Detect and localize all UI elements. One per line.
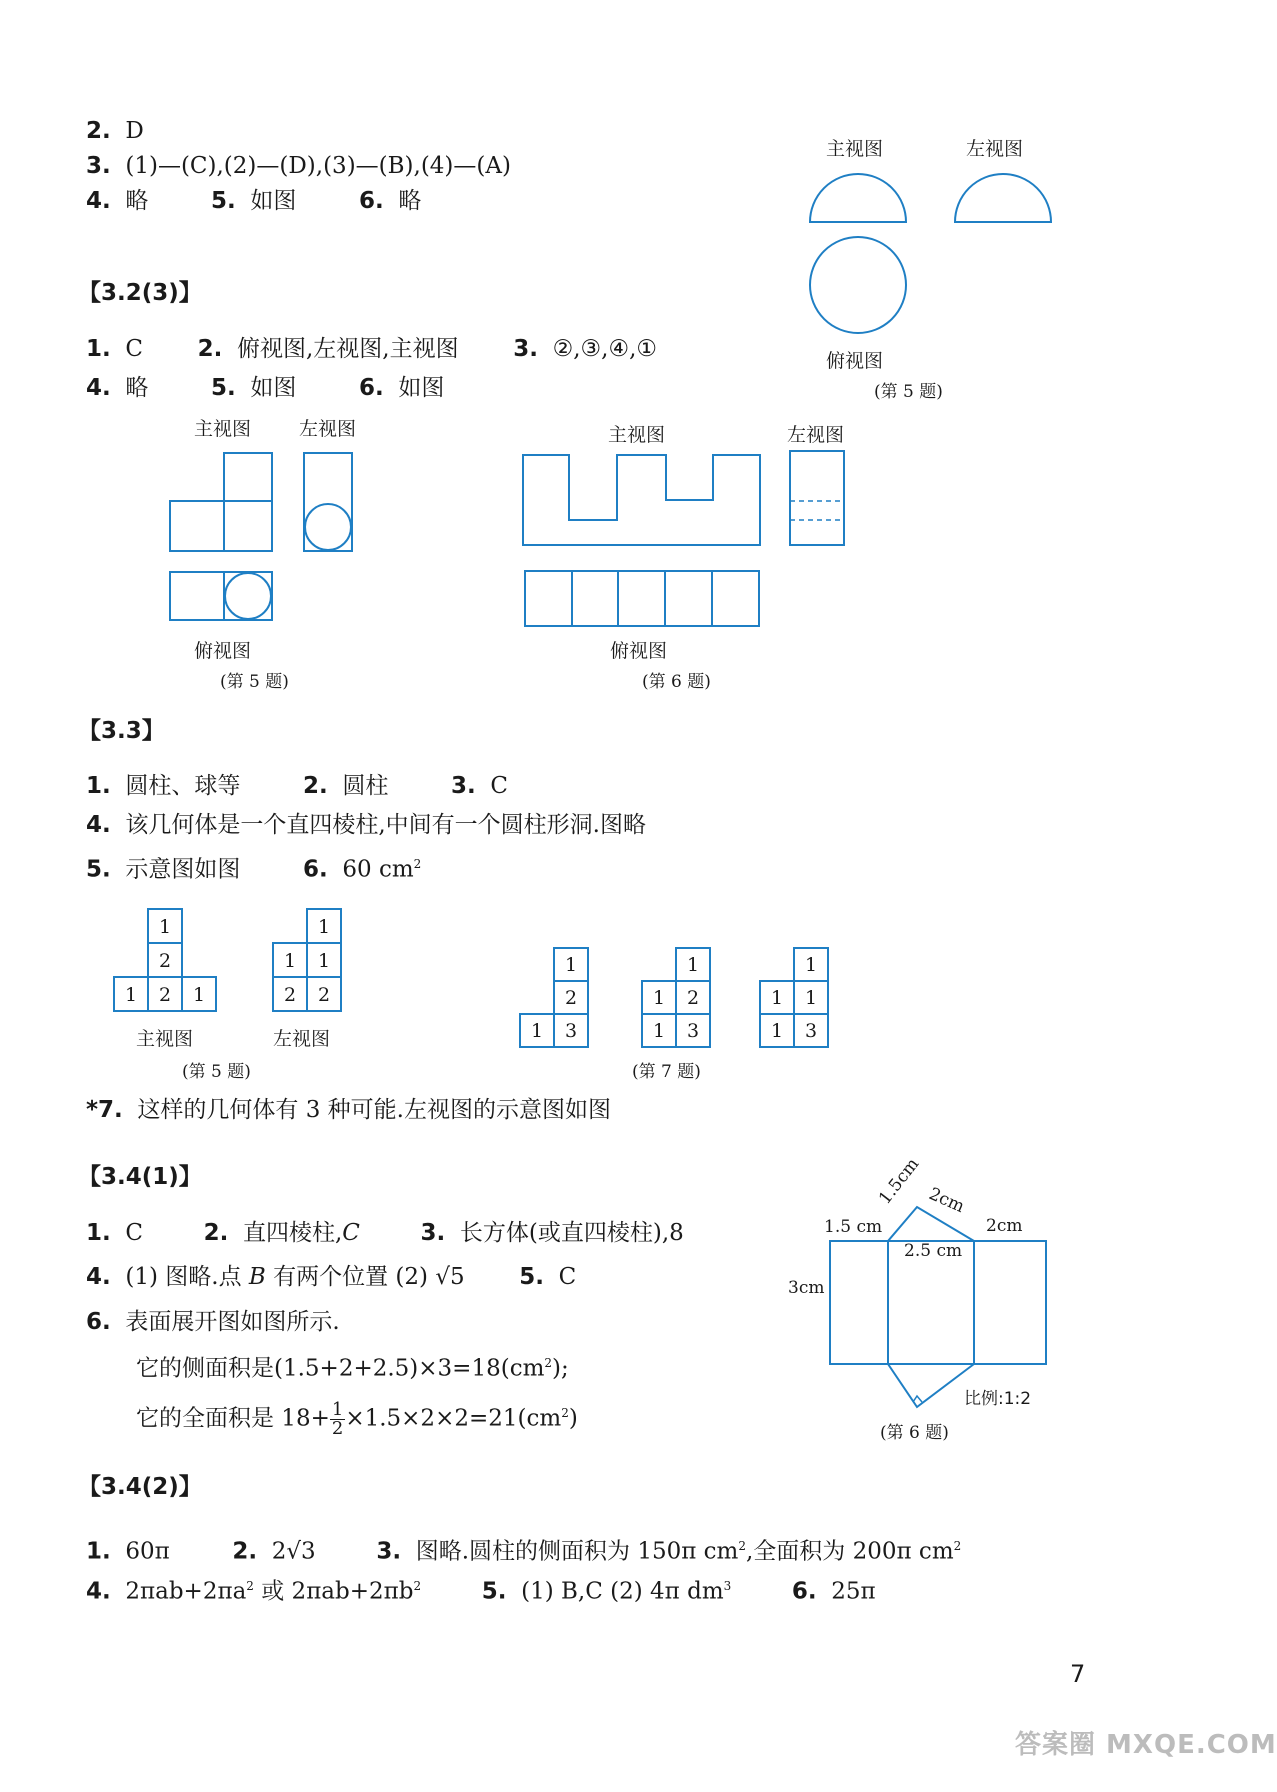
- item-number: 5.: [211, 375, 236, 401]
- cell-number: 1: [317, 916, 331, 938]
- cell-number: 1: [652, 1020, 666, 1042]
- figure-caption: (第 6 题): [642, 672, 711, 692]
- view-label-main: 主视图: [194, 418, 252, 440]
- answer-text: C: [490, 773, 508, 799]
- answer-text: 如图: [250, 375, 297, 401]
- item-number: 1.: [86, 1220, 111, 1246]
- cell-number: 1: [770, 1020, 784, 1042]
- cell-number: 1: [564, 954, 578, 976]
- answer-text: 俯视图,左视图,主视图: [236, 336, 459, 362]
- answer-text: D: [125, 118, 144, 144]
- figure-caption: (第 6 题): [880, 1423, 949, 1443]
- view-label-main: 主视图: [826, 138, 884, 160]
- cell-number: 2: [158, 984, 172, 1006]
- cell-number: 3: [564, 1020, 578, 1042]
- figure-line: [913, 1396, 922, 1402]
- item-number: 3.: [513, 336, 538, 362]
- item-number: 2.: [86, 118, 111, 144]
- cell-number: 1: [686, 954, 700, 976]
- dimension-label: 1.5 cm: [824, 1217, 883, 1237]
- answer-text: 这样的几何体有 3 种可能.左视图的示意图如图: [137, 1097, 611, 1123]
- answer-text: 2√3: [271, 1538, 316, 1565]
- cell-number: 1: [804, 987, 818, 1009]
- watermark: 答案圈 MXQE.COM: [1015, 1730, 1277, 1760]
- dimension-label: 2cm: [986, 1216, 1023, 1236]
- cell-number: 1: [317, 950, 331, 972]
- item-number: 3.: [451, 773, 476, 799]
- answer-text: 圆柱、球等: [125, 773, 241, 799]
- answer-text: 直四棱柱,: [242, 1220, 343, 1246]
- item-number: 4.: [86, 188, 111, 214]
- item-number: 6.: [86, 1309, 111, 1335]
- item-number: 6.: [359, 375, 384, 401]
- view-label-left: 左视图: [299, 418, 357, 440]
- item-number: 4.: [86, 812, 111, 838]
- superscript: 2: [544, 1356, 553, 1370]
- view-label-left: 左视图: [273, 1028, 331, 1050]
- cell-number: 2: [564, 987, 578, 1009]
- page-number: 7: [1070, 1660, 1086, 1688]
- view-label-main: 主视图: [608, 424, 666, 446]
- figure-caption: (第 5 题): [874, 382, 943, 402]
- item-number: 3.: [420, 1220, 446, 1246]
- view-label-left: 左视图: [787, 424, 845, 446]
- answer-text: 2πab+2πa: [125, 1578, 247, 1605]
- item-number: 4.: [86, 1264, 111, 1290]
- cell-number: 1: [530, 1020, 544, 1042]
- view-label-top: 俯视图: [610, 640, 668, 662]
- answer-text: C: [125, 336, 143, 362]
- cell-number: 1: [158, 916, 172, 938]
- answer-text: 该几何体是一个直四棱柱,中间有一个圆柱形洞.图略: [125, 812, 646, 838]
- superscript: 3: [723, 1579, 732, 1593]
- superscript: 2: [738, 1539, 746, 1553]
- item-number: 2.: [197, 336, 223, 362]
- answer-text: 略: [125, 188, 149, 214]
- item-number: 4.: [86, 375, 111, 401]
- answer-text: 圆柱: [342, 773, 389, 799]
- denominator: 2: [331, 1418, 344, 1440]
- answer-text: 它的侧面积是(1.5+2+2.5)×3=18(cm: [136, 1355, 545, 1382]
- item-number: 6.: [303, 856, 328, 883]
- cell-number: 2: [283, 984, 297, 1006]
- view-label-top: 俯视图: [194, 640, 252, 662]
- superscript: 2: [953, 1539, 962, 1553]
- answer-text: 60π: [125, 1538, 170, 1565]
- figure-caption: (第 5 题): [182, 1062, 251, 1082]
- answer-text: 如图: [398, 375, 445, 401]
- answer-text: 有两个位置 (2): [265, 1264, 436, 1290]
- answer-text: ×1.5×2×2=21(cm: [345, 1405, 562, 1432]
- cell-number: 1: [804, 954, 818, 976]
- dimension-label: 2.5 cm: [904, 1241, 963, 1261]
- item-number: 5.: [86, 856, 111, 883]
- item-number: 4.: [86, 1578, 111, 1605]
- item-number: 6.: [791, 1578, 817, 1605]
- answer-text: 它的全面积是 18+: [136, 1405, 330, 1432]
- section-title: 【3.2(3)】: [78, 280, 202, 306]
- answer-text: B: [248, 1264, 266, 1290]
- item-number: 2.: [232, 1538, 258, 1565]
- answer-text: 如图: [250, 188, 297, 214]
- scale-label: 比例:1:2: [964, 1389, 1032, 1409]
- superscript: 2: [413, 857, 422, 871]
- item-number: 1.: [86, 336, 111, 362]
- answer-text: C: [558, 1264, 577, 1290]
- figure-caption: (第 7 题): [632, 1062, 701, 1082]
- numerator: 1: [331, 1399, 344, 1421]
- answer-text: 或 2πab+2πb: [253, 1578, 414, 1605]
- item-number: 3.: [376, 1538, 402, 1565]
- answer-text: 60 cm: [342, 856, 414, 883]
- cell-number: 1: [652, 987, 666, 1009]
- item-number: 2.: [303, 773, 328, 799]
- answer-text: );: [552, 1355, 569, 1382]
- answer-text: √5: [435, 1264, 465, 1290]
- section-title: 【3.4(2)】: [78, 1474, 202, 1500]
- item-number: 2.: [203, 1220, 229, 1246]
- cell-number: 2: [158, 950, 172, 972]
- answer-line: [86, 1571, 876, 1607]
- answer-text: ,全面积为 200π cm: [745, 1538, 954, 1565]
- answer-text: 略: [398, 188, 422, 214]
- item-number: 1.: [86, 1538, 111, 1565]
- cell-number: 1: [283, 950, 297, 972]
- cell-number: 3: [686, 1020, 700, 1042]
- answer-text: (1) 图略.点: [125, 1264, 249, 1290]
- view-label-top: 俯视图: [826, 350, 884, 372]
- view-label-left: 左视图: [966, 138, 1024, 160]
- cell-number: 3: [804, 1020, 818, 1042]
- cell-number: 1: [192, 984, 206, 1006]
- answer-text: 长方体(或直四棱柱),8: [459, 1220, 684, 1246]
- view-label-main: 主视图: [136, 1028, 194, 1050]
- dimension-label: 3cm: [788, 1278, 825, 1298]
- answer-text: 略: [125, 375, 149, 401]
- answer-text: 示意图如图: [125, 856, 241, 883]
- section-title: 【3.4(1)】: [78, 1164, 202, 1190]
- superscript: 2: [246, 1579, 254, 1593]
- dimension-label: 1.5cm: [875, 1154, 924, 1209]
- figure-line: [888, 1364, 974, 1407]
- answer-text: 表面展开图如图所示.: [125, 1309, 340, 1335]
- answer-text: (1)—(C),(2)—(D),(3)—(B),(4)—(A): [125, 153, 511, 179]
- item-number: 5.: [519, 1264, 544, 1290]
- item-number: 5.: [211, 188, 236, 214]
- cell-number: 2: [686, 987, 700, 1009]
- dimension-label: 2cm: [925, 1184, 968, 1218]
- item-number: 6.: [359, 188, 384, 214]
- superscript: 2: [561, 1406, 569, 1420]
- answer-text: C: [342, 1220, 360, 1246]
- answer-text: C: [125, 1220, 143, 1246]
- section-title: 【3.3】: [78, 718, 165, 744]
- item-number: 1.: [86, 773, 111, 799]
- item-number: 3.: [86, 153, 111, 179]
- cell-number: 1: [124, 984, 138, 1006]
- answer-text: 25π: [831, 1578, 876, 1605]
- answer-text: (1) B,C (2) 4π dm: [521, 1578, 724, 1605]
- item-number: 5.: [481, 1578, 507, 1605]
- answer-line: [86, 1531, 961, 1567]
- answer-text: ②,③,④,①: [552, 336, 658, 362]
- answer-text: ): [568, 1405, 578, 1432]
- answer-text: 图略.圆柱的侧面积为 150π cm: [415, 1538, 739, 1565]
- superscript: 2: [413, 1579, 422, 1593]
- figure-caption: (第 5 题): [220, 672, 289, 692]
- cell-number: 2: [317, 984, 331, 1006]
- cell-number: 1: [770, 987, 784, 1009]
- item-number: *7.: [86, 1097, 123, 1123]
